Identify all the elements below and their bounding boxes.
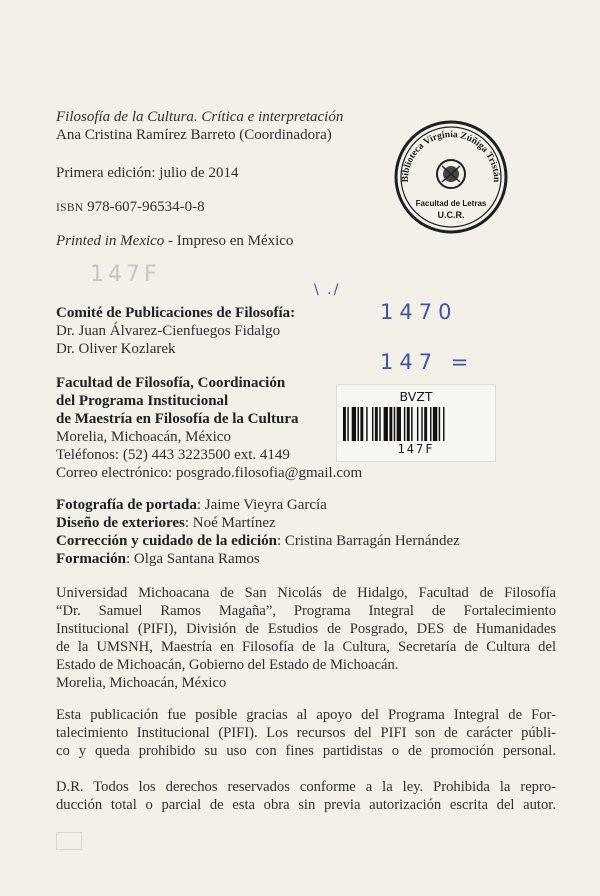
isbn-value: 978-607-96534-0-8 (87, 199, 205, 215)
institutions-line: Universidad Michoacana de San Nicolás de Hidalgo, Facultad de Filosofía (56, 585, 556, 601)
comite-member: Dr. Oliver Kozlarek (56, 341, 176, 357)
credit-role: Diseño de exteriores (56, 515, 185, 531)
credit-role: Corrección y cuidado de la edición (56, 533, 277, 549)
barcode-sticker (336, 384, 496, 462)
credit-role: Formación (56, 551, 126, 567)
institutions-line: Estado de Michoacán, Gobierno del Estado de Michoacán. (56, 657, 399, 673)
credit-line (56, 532, 556, 550)
hand-mark: \ ./ (314, 282, 341, 298)
comite-heading: Comité de Publicaciones de Filosofía: (56, 305, 296, 321)
comite-member: Dr. Juan Álvarez-Cienfuegos Fidalgo (56, 323, 281, 339)
rights-line: D.R. Todos los derechos reservados conforme a la ley. Prohibida la repro- (56, 779, 556, 795)
institutions-block (56, 584, 556, 692)
facultad-heading: del Programa Institucional (56, 393, 229, 409)
printed-rest: - Impreso en México (164, 233, 294, 249)
facultad-heading: de Maestría en Filosofía de la Cultura (56, 411, 299, 427)
support-line: Esta publicación fue posible gracias al apoyo del Programa Integral de For- (56, 707, 556, 723)
credit-line (56, 550, 556, 568)
credits-block (56, 496, 556, 568)
stamp-line1: Facultad de Letras (415, 199, 487, 208)
book-author: Ana Cristina Ramírez Barreto (Coordinadora) (56, 127, 332, 143)
comite-block (56, 304, 556, 358)
barcode-bottom-text: 147F (397, 442, 435, 456)
credit-name: : Cristina Barragán Hernández (276, 533, 460, 549)
institutions-line: de la UMSNH, Maestría en Filosofía de la Cultura, Secretaría de Cultura del (56, 639, 556, 655)
institutions-line: “Dr. Samuel Ramos Magaña”, Programa Integral de Fortalecimiento (56, 603, 556, 619)
handwritten-number: 1470 (380, 300, 458, 324)
institutions-city: Morelia, Michoacán, México (56, 675, 227, 691)
support-line: talecimiento Institucional (PIFI). Los recursos del PIFI son de carácter públi- (56, 725, 556, 741)
barcode-top-text: BVZT (399, 389, 433, 404)
credit-role: Fotografía de portada (56, 497, 197, 513)
credit-name: : Noé Martínez (184, 515, 276, 531)
faint-handwriting: 147F (90, 262, 161, 287)
credit-line (56, 496, 556, 514)
handwritten-number: 147 = (380, 350, 475, 374)
facultad-heading: Facultad de Filosofía, Coordinación (56, 375, 286, 391)
isbn-label: ISBN (56, 202, 84, 214)
seal-emblem-icon (437, 160, 465, 188)
stamp-line2: U.C.R. (437, 210, 465, 220)
credit-name: : Olga Santana Ramos (125, 551, 260, 567)
book-title: Filosofía de la Cultura. Crítica e interpretación (56, 109, 344, 125)
rights-block (56, 778, 556, 814)
facultad-city: Morelia, Michoacán, México (56, 429, 231, 445)
facultad-email: Correo electrónico: posgrado.filosofia@gmail.com (56, 465, 363, 481)
rights-line: ducción total o parcial de esta obra sin previa autorización escrita del autor. (56, 797, 556, 813)
credit-line (56, 514, 556, 532)
edition-line: Primera edición: julio de 2014 (56, 165, 239, 181)
support-block (56, 706, 556, 760)
credit-name: : Jaime Vieyra García (196, 497, 327, 513)
library-stamp (392, 118, 510, 236)
printed-in: Printed in Mexico (56, 233, 165, 249)
institutions-line: Institucional (PIFI), División de Estudios de Posgrado, DES de Humanidades (56, 621, 556, 637)
stamp-text: Biblioteca Virginia Zúñiga Tristán (400, 129, 502, 183)
facultad-phone: Teléfonos: (52) 443 3223500 ext. 4149 (56, 447, 290, 463)
barcode-icon (343, 407, 489, 441)
support-line: co y queda prohibido su uso con fines partidistas o de promoción personal. (56, 743, 556, 759)
corner-mark (56, 832, 82, 850)
